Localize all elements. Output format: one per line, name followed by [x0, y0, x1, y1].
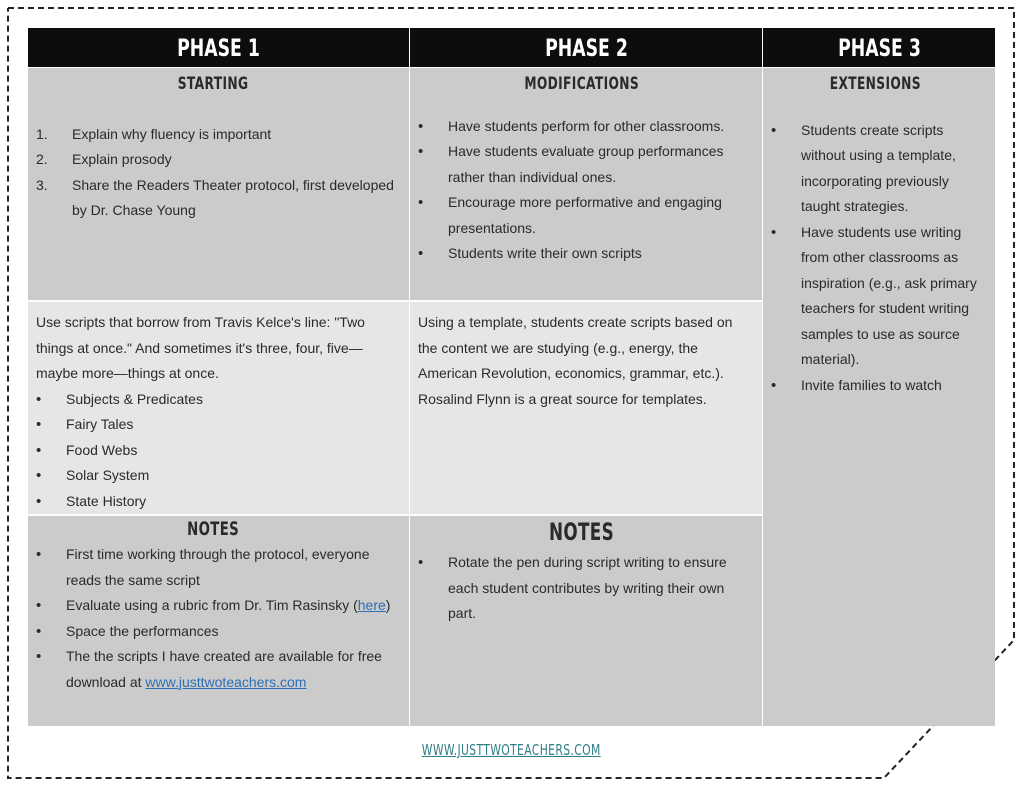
rubric-link[interactable]: here: [357, 597, 386, 613]
notes-list: [410, 550, 754, 627]
scripts-intro: Use scripts that borrow from Travis Kelce's line: "Two things at once." And sometimes it's three, four, five—maybe more—things at once.: [36, 314, 365, 381]
list-item: • The the scripts I have created are available for free download at www.justtwoteachers.com: [28, 644, 399, 695]
notes-title: NOTES: [187, 518, 240, 540]
modifications-list: [410, 114, 754, 267]
extensions-title: EXTENSIONS: [829, 74, 921, 94]
list-item: 2. Explain prosody: [36, 151, 172, 167]
download-link[interactable]: www.justtwoteachers.com: [145, 673, 307, 690]
scripts-topic-list: [28, 387, 399, 515]
phase2-modifications-cell: [410, 68, 762, 300]
starting-title: STARTING: [178, 74, 249, 94]
list-item: 1. Explain why fluency is important: [36, 125, 272, 142]
phase2-template-cell: [410, 302, 762, 514]
list-item: • Rotate the pen during script writing to ensure each student contributes by writing their own part.: [410, 550, 754, 627]
modifications-title: MODIFICATIONS: [524, 74, 640, 94]
list-item: • Encourage more performative and engaging presentations.: [410, 190, 754, 241]
list-item: • Students create scripts without using a template, incorporating previously taught strategies.: [763, 118, 987, 220]
starting-list: [28, 122, 399, 224]
footer-website[interactable]: WWW.JUSTTWOTEACHERS.COM: [422, 741, 601, 759]
list-item: • Have students perform for other classrooms.: [410, 114, 754, 140]
list-item: • Evaluate using a rubric from Dr. Tim Rasinsky (here): [28, 593, 399, 619]
list-item: • Subjects & Predicates: [28, 387, 399, 413]
list-item: • Have students use writing from other classrooms as inspiration (e.g., ask primary teachers for student writing samples to use as source material).: [763, 220, 987, 373]
header-phase-1: PHASE 1: [28, 28, 409, 67]
header-phase-2: PHASE 2: [410, 28, 762, 67]
list-item: • Space the performances: [28, 619, 399, 645]
list-item: • State History: [28, 489, 399, 515]
list-item: • Invite families to watch: [763, 373, 987, 399]
list-item: • Fairy Tales: [28, 412, 399, 438]
extensions-list: [763, 118, 987, 399]
list-item: • Have students evaluate group performances rather than individual ones.: [410, 139, 754, 190]
phase1-starting-cell: [28, 68, 409, 300]
list-item: 3. Share the Readers Theater protocol, first developed by Dr. Chase Young: [36, 176, 394, 218]
notes-title: NOTES: [549, 518, 615, 546]
notes-list: [28, 542, 399, 695]
list-item: • Students write their own scripts: [410, 241, 754, 267]
header-phase-3: PHASE 3: [763, 28, 995, 67]
phase-table: [28, 28, 995, 726]
list-item: • Solar System: [28, 463, 399, 489]
template-text: Using a template, students create scripts based on the content we are studying (e.g., energy, the American Revolution, economics, grammar, etc.). Rosalind Flynn is a great source for templates.: [418, 314, 733, 407]
list-item: • Food Webs: [28, 438, 399, 464]
phase1-scripts-cell: [28, 302, 409, 514]
phase2-notes-cell: [410, 516, 762, 726]
phase1-notes-cell: [28, 516, 409, 726]
phase3-extensions-cell: [763, 68, 995, 726]
list-item: • First time working through the protocol, everyone reads the same script: [28, 542, 399, 593]
